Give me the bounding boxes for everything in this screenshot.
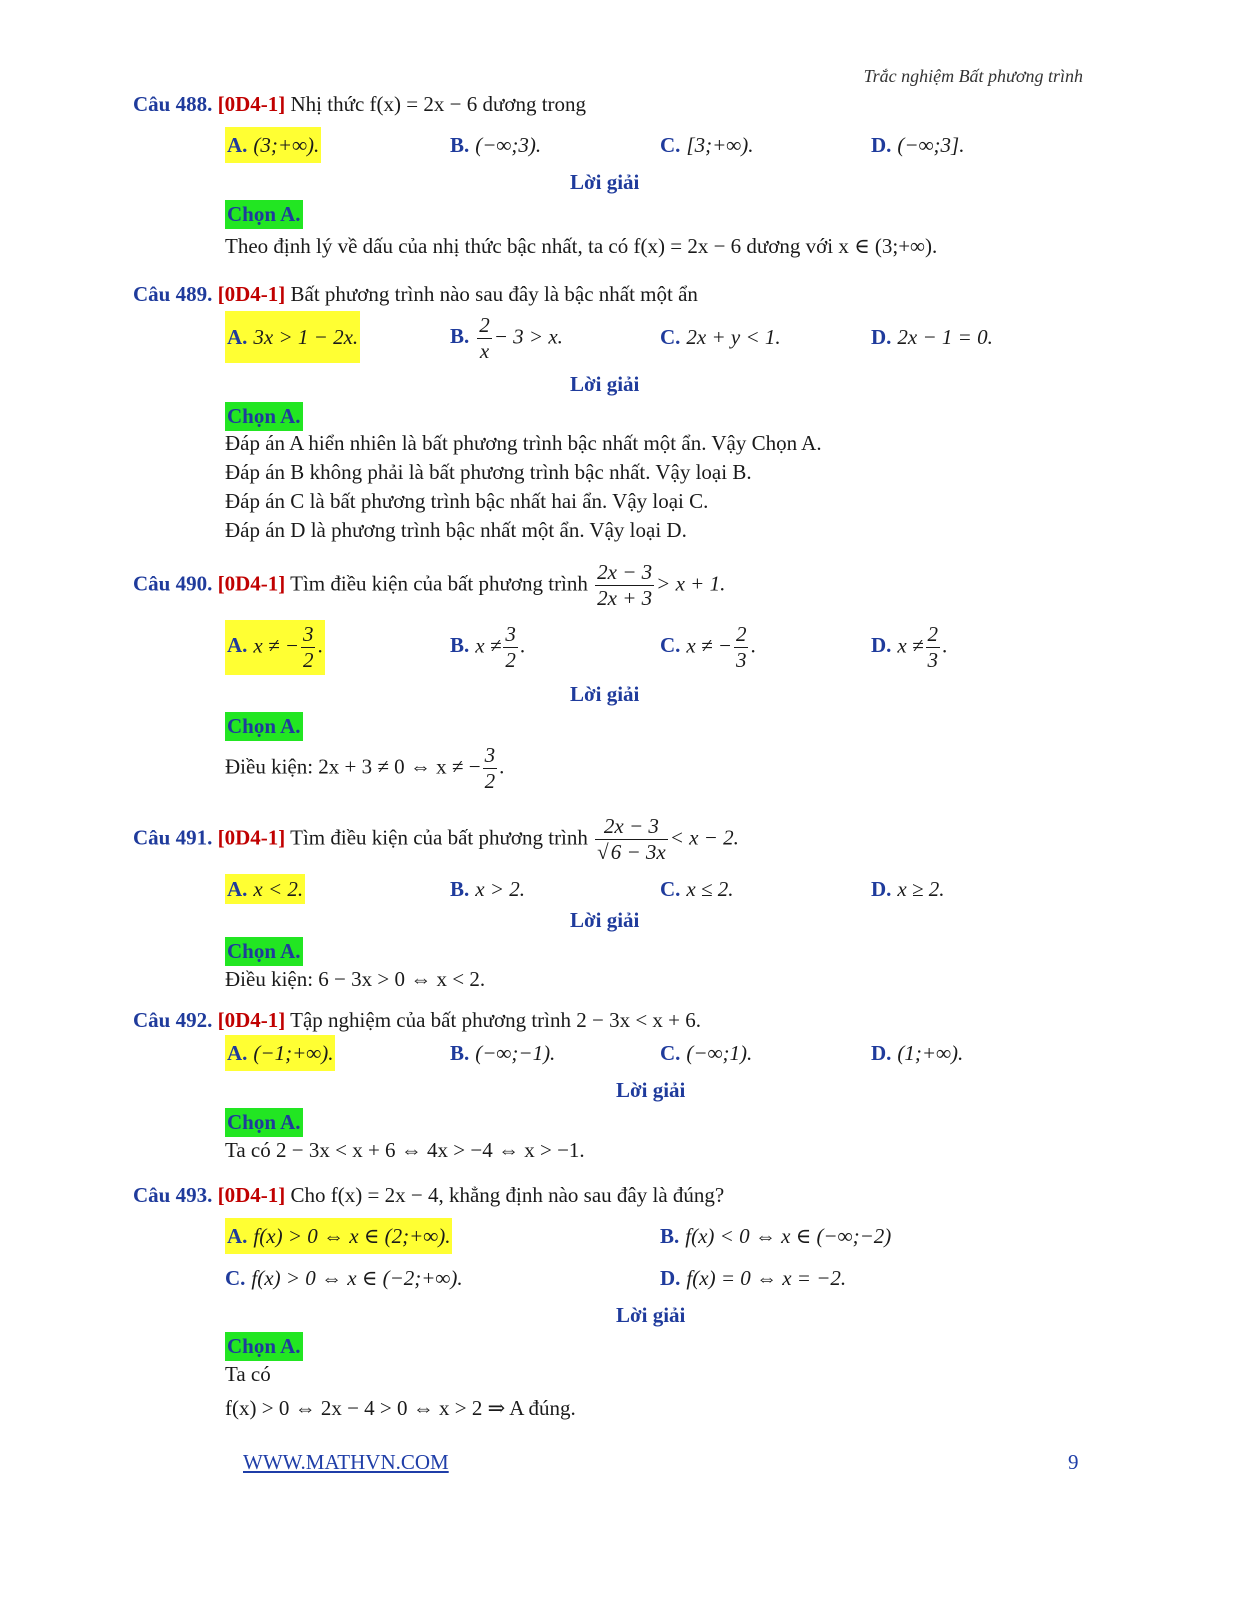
- option-d: D. f(x) = 0 ⇔ x = −2.: [660, 1266, 847, 1290]
- solution-text: Theo định lý về dấu của nhị thức bậc nhất, ta có f(x) = 2x − 6 dương với x ∈ (3;+∞).: [225, 234, 938, 258]
- answer-badge: Chọn A.: [225, 1332, 303, 1361]
- answer-badge: Chọn A.: [225, 402, 303, 431]
- question-code: [0D4-1]: [217, 571, 286, 596]
- question-number: Câu 490.: [133, 571, 213, 596]
- question-stem: Nhị thức f(x) = 2x − 6 dương trong: [290, 92, 587, 116]
- option-d: D. 2x − 1 = 0.: [871, 325, 993, 349]
- question-number: Câu 489.: [133, 282, 213, 306]
- answer-badge: Chọn A.: [225, 200, 303, 229]
- answer-badge: Chọn A.: [225, 1108, 303, 1137]
- option-c: C. f(x) > 0 ⇔ x ∈ (−2;+∞).: [225, 1266, 463, 1290]
- solution-heading: Lời giải: [570, 682, 640, 706]
- solution-text: Điều kiện: 6 − 3x > 0 ⇔ x < 2.: [225, 967, 486, 991]
- question-number: Câu 493.: [133, 1183, 213, 1207]
- solution-line-2: Đáp án B không phải là bất phương trình bậc nhất. Vậy loại B.: [225, 460, 752, 484]
- solution-line-1: Ta có: [225, 1362, 271, 1386]
- question-code: [0D4-1]: [217, 1008, 286, 1032]
- option-d: D. x ≥ 2.: [871, 877, 945, 901]
- option-a: A. x ≠ − $\frac{3}{2}$ .: [225, 620, 325, 675]
- question-code: [0D4-1]: [217, 825, 286, 850]
- answer-badge: Chọn A.: [225, 712, 303, 741]
- question-490: Câu 490. [0D4-1] Tìm điều kiện của bất phương trình $\frac{2x - 3}{2x + 3}$ > x + 1.: [133, 560, 726, 610]
- solution-line-4: Đáp án D là phương trình bậc nhất một ẩn. Vậy loại D.: [225, 518, 687, 542]
- question-fraction: $\frac{2x - 3}{2x + 3}$: [597, 560, 653, 610]
- option-b: B. f(x) < 0 ⇔ x ∈ (−∞;−2): [660, 1224, 892, 1248]
- question-stem: Tập nghiệm của bất phương trình 2 − 3x < x + 6.: [290, 1008, 702, 1032]
- question-stem: Bất phương trình nào sau đây là bậc nhất một ẩn: [290, 282, 698, 306]
- option-d: D. (−∞;3].: [871, 133, 965, 157]
- question-493: [133, 1183, 724, 1208]
- option-c: C. 2x + y < 1.: [660, 325, 781, 349]
- question-488: [133, 92, 586, 117]
- solution-heading: Lời giải: [570, 170, 640, 194]
- question-stem: Cho f(x) = 2x − 4, khẳng định nào sau đây là đúng?: [290, 1183, 725, 1207]
- option-c: C. x ≠ − $\frac{2}{3}$ .: [660, 622, 756, 672]
- option-c: C. [3;+∞).: [660, 133, 754, 157]
- option-b: B. (−∞;3).: [450, 133, 542, 157]
- option-b: B. x ≠ $\frac{3}{2}$ .: [450, 622, 526, 672]
- solution-line-3: Đáp án C là bất phương trình bậc nhất hai ẩn. Vậy loại C.: [225, 489, 709, 513]
- footer-website-link[interactable]: WWW.MATHVN.COM: [243, 1450, 449, 1474]
- question-stem: Tìm điều kiện của bất phương trình: [290, 571, 588, 596]
- option-a: A. (−1;+∞).: [225, 1041, 335, 1066]
- solution-heading: Lời giải: [570, 372, 640, 396]
- solution-text: Điều kiện: 2x + 3 ≠ 0 ⇔ x ≠ − $\frac{3}{2}$ .: [225, 743, 505, 793]
- answer-badge: Chọn A.: [225, 937, 303, 966]
- option-b: B. (−∞;−1).: [450, 1041, 556, 1065]
- question-491: Câu 491. [0D4-1] Tìm điều kiện của bất phương trình $\frac{2x - 3}{√6 - 3x}$ < x − 2.: [133, 814, 739, 864]
- page-number: 9: [1068, 1450, 1079, 1474]
- question-492: [133, 1008, 701, 1033]
- question-stem: Tìm điều kiện của bất phương trình: [290, 825, 588, 850]
- option-c: C. x ≤ 2.: [660, 877, 734, 901]
- option-d: D. (1;+∞).: [871, 1041, 964, 1065]
- question-number: Câu 491.: [133, 825, 213, 850]
- solution-heading: Lời giải: [616, 1303, 686, 1327]
- question-code: [0D4-1]: [217, 92, 286, 116]
- question-code: [0D4-1]: [217, 1183, 286, 1207]
- question-number: Câu 488.: [133, 92, 213, 116]
- solution-heading: Lời giải: [616, 1078, 686, 1102]
- option-c: C. (−∞;1).: [660, 1041, 753, 1065]
- running-header: Trắc nghiệm Bất phương trình: [863, 66, 1083, 86]
- solution-heading: Lời giải: [570, 908, 640, 932]
- question-fraction: $\frac{2x - 3}{√6 - 3x}$: [597, 814, 666, 864]
- question-489: [133, 282, 698, 307]
- option-a: A. x < 2.: [225, 877, 305, 902]
- question-number: Câu 492.: [133, 1008, 213, 1032]
- solution-line-1: Đáp án A hiển nhiên là bất phương trình bậc nhất một ẩn. Vậy Chọn A.: [225, 431, 822, 455]
- option-b: B. $\frac{2}{x}$ − 3 > x.: [450, 313, 563, 363]
- question-code: [0D4-1]: [217, 282, 286, 306]
- option-a: A. f(x) > 0 ⇔ x ∈ (2;+∞).: [225, 1224, 452, 1249]
- option-a: A. (3;+∞).: [225, 133, 321, 158]
- solution-line-2: f(x) > 0 ⇔ 2x − 4 > 0 ⇔ x > 2 ⇒ A đúng.: [225, 1396, 576, 1420]
- option-d: D. x ≠ $\frac{2}{3}$ .: [871, 622, 948, 672]
- option-a: A. 3x > 1 − 2x.: [225, 325, 360, 350]
- option-b: B. x > 2.: [450, 877, 526, 901]
- solution-text: Ta có 2 − 3x < x + 6 ⇔ 4x > −4 ⇔ x > −1.: [225, 1138, 585, 1162]
